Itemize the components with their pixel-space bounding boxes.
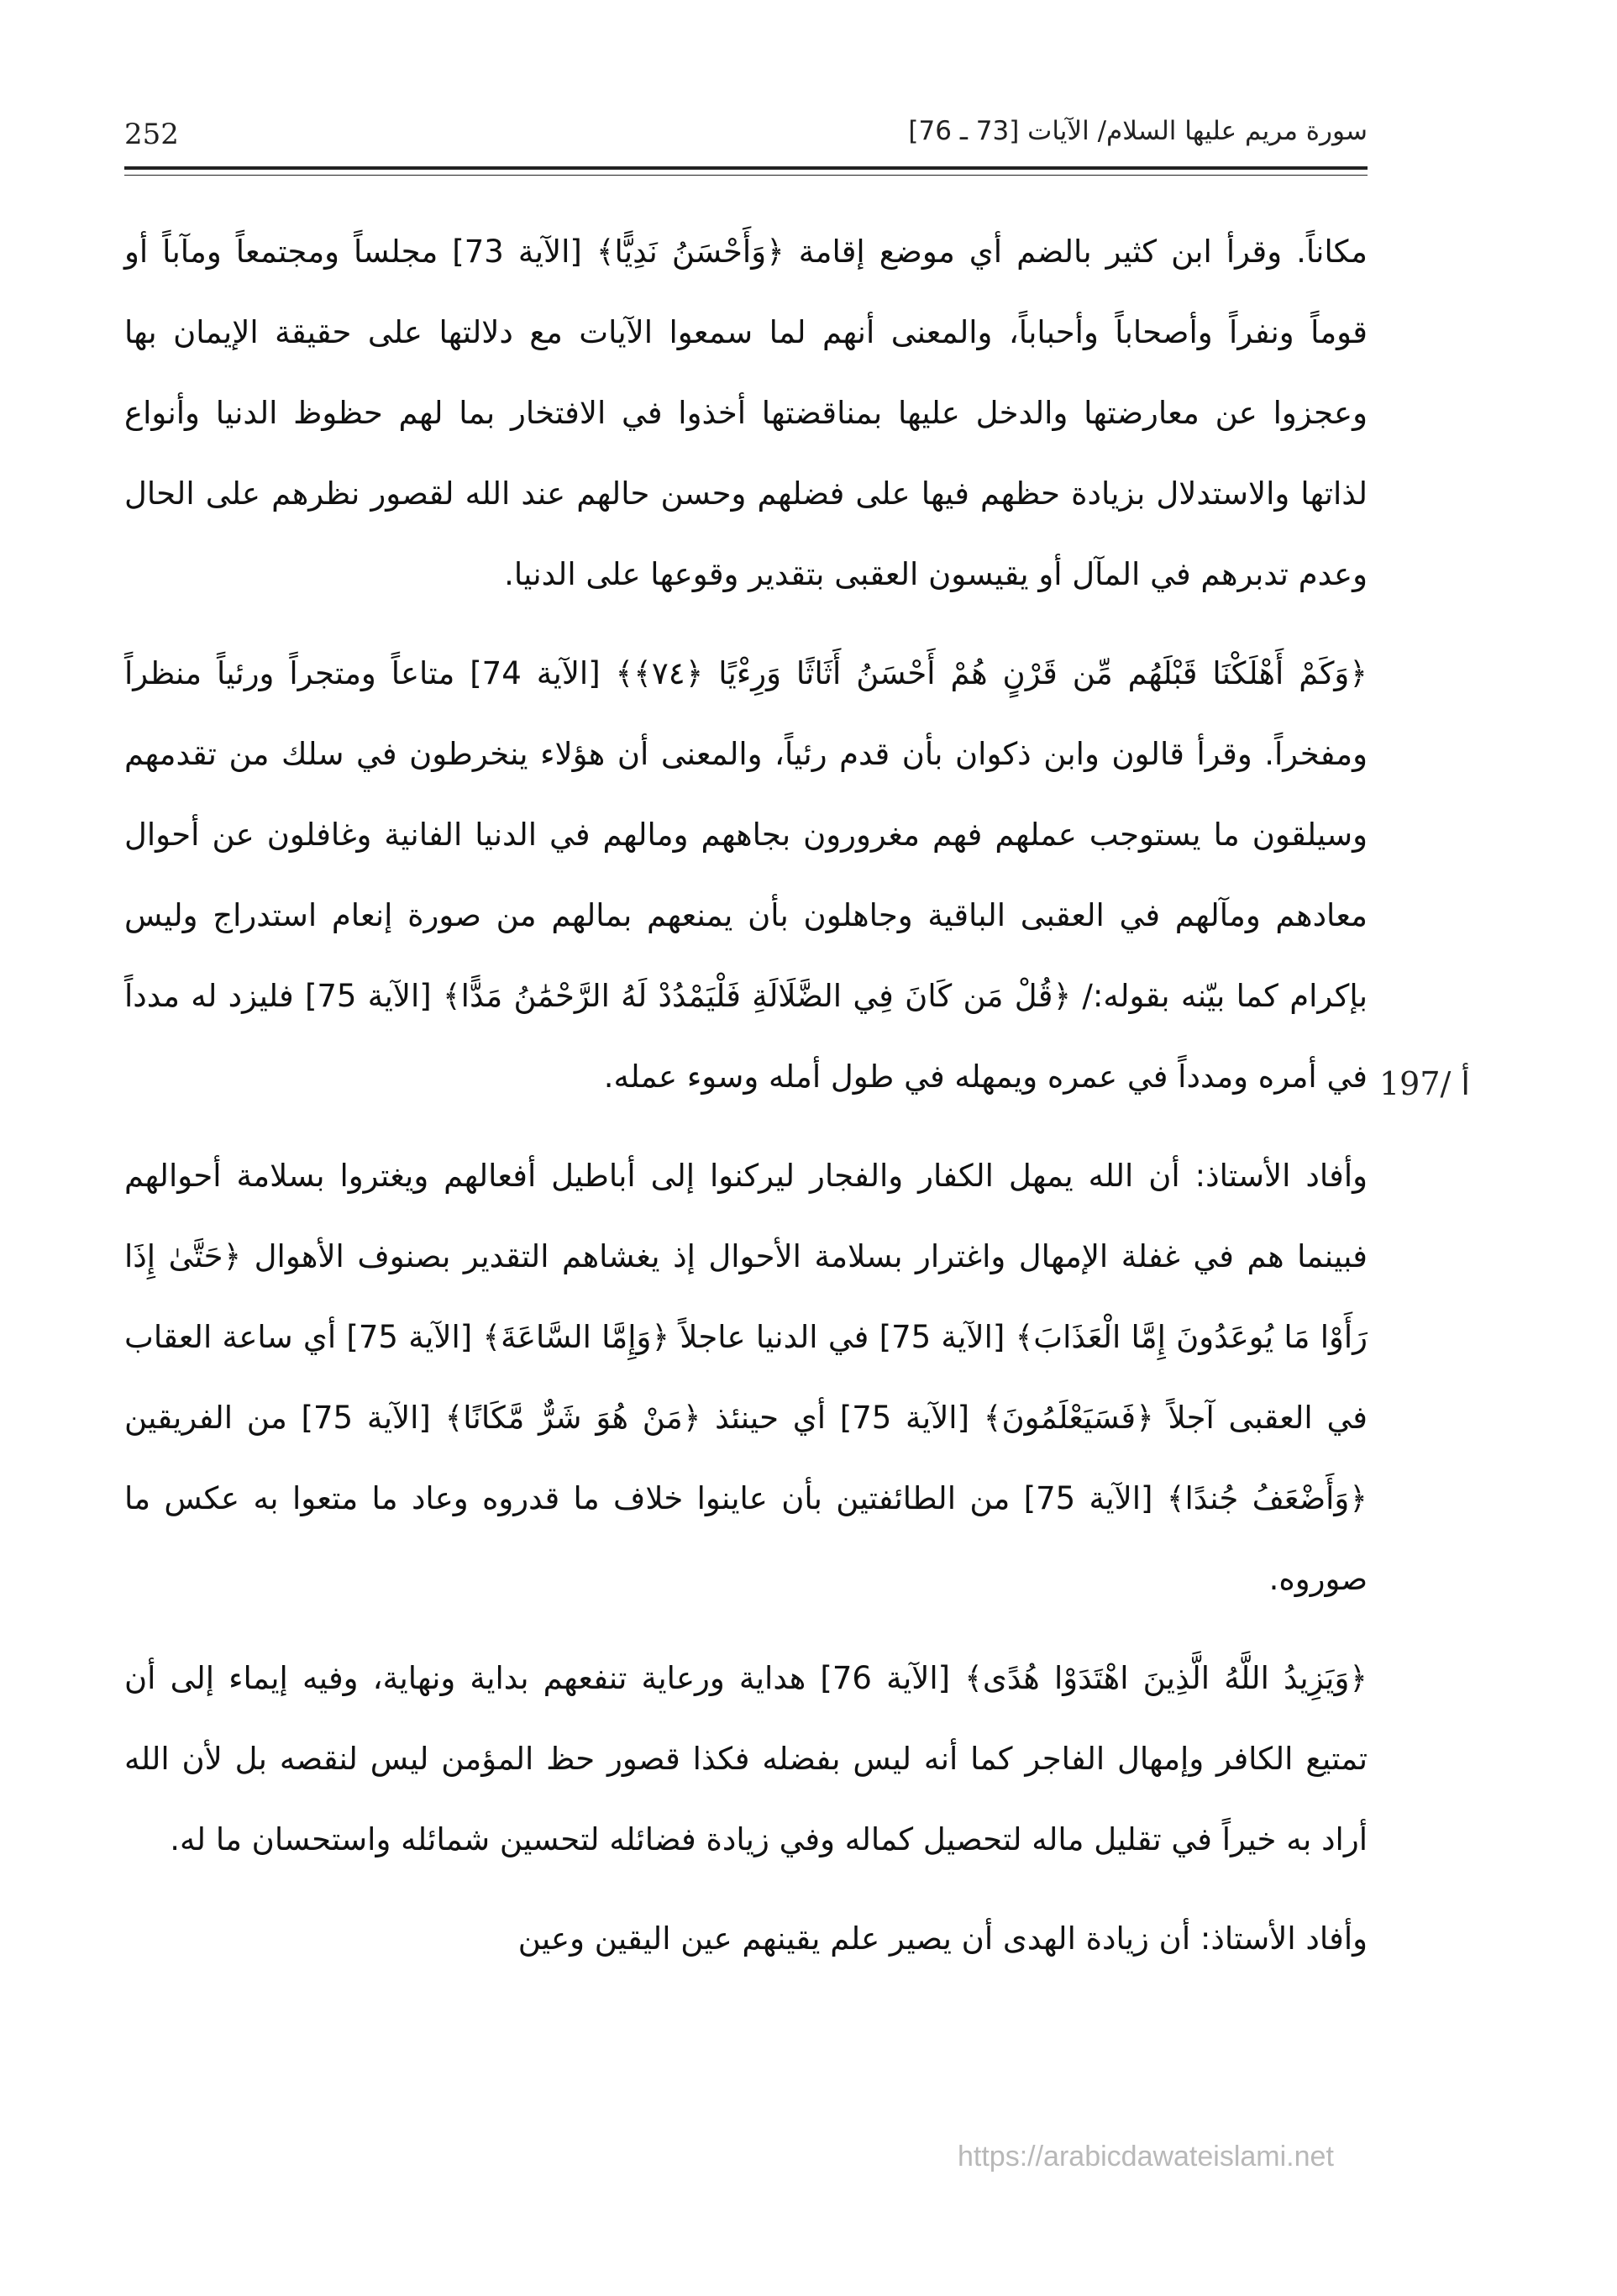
paragraph-3: وأفاد الأستاذ: أن الله يمهل الكفار والفجار ليركنوا إلى أباطيل أفعالهم ويغتروا بسلامة أحوالهم فبينما هم في غفلة الإمهال واغترار بسلامة الأحوال إذ يغشاهم التقدير بصنوف الأهوال ﴿حَتَّىٰ إِذَا رَأَوْا مَا يُوعَدُونَ إِمَّا الْعَذَابَ﴾ [الآية 75] في الدنيا عاجلاً ﴿وَإِمَّا السَّاعَةَ﴾ [الآية 75] أي ساعة العقاب في العقبى آجلاً ﴿فَسَيَعْلَمُونَ﴾ [الآية 75] أي حينئذ ﴿مَنْ هُوَ شَرٌّ مَّكَانًا﴾ [الآية 75] من الفريقين ﴿وَأَضْعَفُ جُندًا﴾ [الآية 75] من الطائفتين بأن عاينوا خلاف ما قدروه وعاد ما متعوا به عكس ما صوروه. bbox=[124, 1158, 1368, 1597]
paragraph-5: وأفاد الأستاذ: أن زيادة الهدى أن يصير علم يقينهم عين اليقين وعين bbox=[517, 1920, 1368, 1957]
running-title: سورة مريم عليها السلام/ الآيات [73 ـ 76] bbox=[908, 116, 1368, 146]
paragraph-2: ﴿وَكَمْ أَهْلَكْنَا قَبْلَهُم مِّن قَرْنٍ هُمْ أَحْسَنُ أَثَاثًا وَرِءْيًا ﴿٧٤﴾﴾ [الآية 74] متاعاً ومتجراً ورئياً منظراً ومفخراً. وقرأ قالون وابن ذكوان بأن قدم رئياً، والمعنى أن هؤلاء ينخرطون في سلك من تقدمهم وسيلقون ما يستوجب عملهم فهم مغرورون بجاههم ومالهم في الدنيا الفانية وغافلون عن أحوال معادهم ومآلهم في العقبى الباقية وجاهلون بأن يمنعهم بمالهم من صورة إنعام استدراج وليس بإكرام كما بيّنه بقوله:/ ﴿قُلْ مَن كَانَ فِي الضَّلَالَةِ فَلْيَمْدُدْ لَهُ الرَّحْمَٰنُ مَدًّا﴾ [الآية 75] فليزد له مدداً في أمره ومدداً في عمره ويمهله في طول أمله وسوء عمله. bbox=[124, 655, 1368, 1095]
paragraph-4: ﴿وَيَزِيدُ اللَّهُ الَّذِينَ اهْتَدَوْا هُدًى﴾ [الآية 76] هداية ورعاية تنفعهم بداية ونهاية، وفيه إيماء إلى أن تمتيع الكافر وإمهال الفاجر كما أنه ليس بفضله فكذا قصور حظ المؤمن ليس لنقصه بل لأن الله أراد به خيراً في تقليل ماله لتحصيل كماله وفي زيادة فضائله لتحسين شمائله واستحسان ما له. bbox=[124, 1660, 1368, 1857]
header-rule bbox=[124, 166, 1368, 170]
header-rule-thin bbox=[124, 175, 1368, 176]
running-header bbox=[124, 116, 1368, 158]
page-number: 252 bbox=[124, 118, 179, 151]
watermark-url: https://arabicdawateislami.net bbox=[958, 2141, 1334, 2173]
paragraph-1: مكاناً. وقرأ ابن كثير بالضم أي موضع إقامة ﴿وَأَحْسَنُ نَدِيًّا﴾ [الآية 73] مجلساً ومجتمعاً ومآباً أو قوماً ونفراً وأصحاباً وأحباباً، والمعنى أنهم لما سمعوا الآيات مع دلالتها على حقيقة الإيمان بها وعجزوا عن معارضتها والدخل عليها بمناقضتها أخذوا في الافتخار بما لهم حظوظ الدنيا وأنواع لذاتها والاستدلال بزيادة حظهم فيها على فضلهم وحسن حالهم عند الله لقصور نظرهم على الحال وعدم تدبرهم في المآل أو يقيسون العقبى بتقدير وقوعها على الدنيا. bbox=[124, 234, 1368, 592]
manuscript-folio-note: 197/ أ bbox=[1379, 1065, 1470, 1102]
page-body bbox=[124, 212, 1368, 1979]
